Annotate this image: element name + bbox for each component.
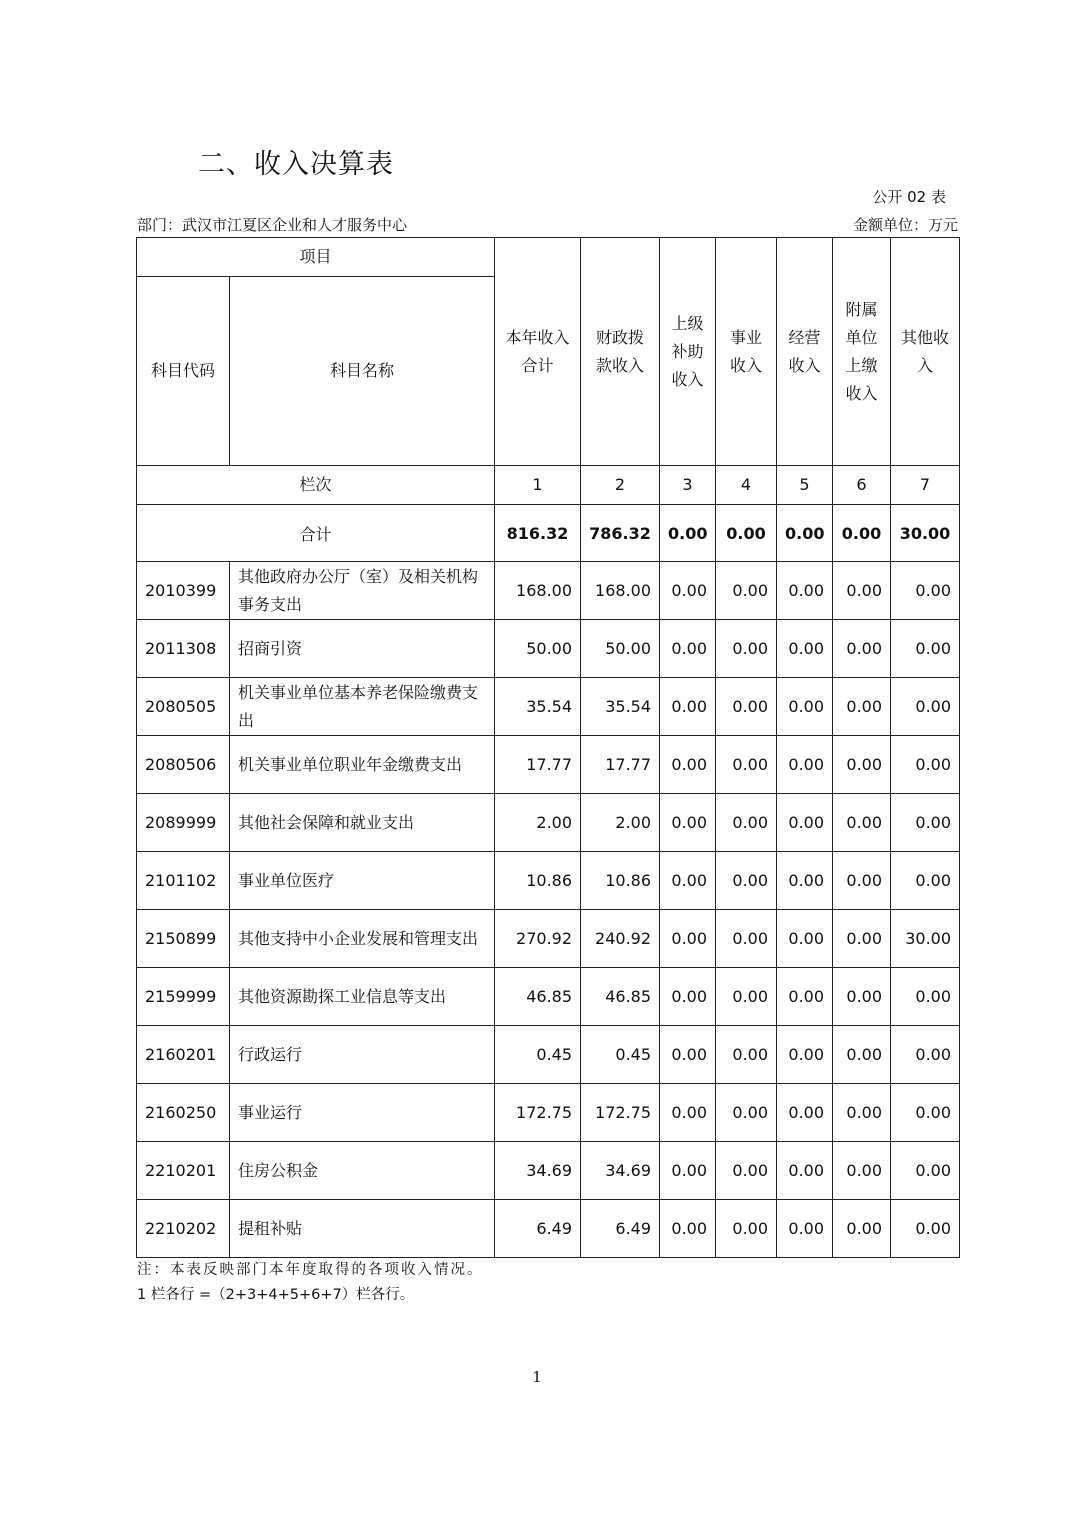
amount-cell: 50.00 [495, 620, 581, 678]
amount-cell: 0.00 [716, 852, 777, 910]
subject-code: 2160250 [137, 1084, 230, 1142]
page-title: 二、收入决算表 [198, 149, 394, 180]
amount-cell: 34.69 [495, 1142, 581, 1200]
amount-cell: 0.00 [891, 1200, 960, 1258]
amount-cell: 0.00 [833, 620, 891, 678]
amount-cell: 0.00 [716, 562, 777, 620]
column-index: 2 [581, 466, 660, 505]
amount-cell: 0.00 [716, 794, 777, 852]
amount-cell: 0.00 [716, 1084, 777, 1142]
amount-cell: 0.00 [777, 562, 833, 620]
header-col-5: 经营收入 [777, 238, 833, 466]
amount-cell: 0.00 [716, 620, 777, 678]
amount-cell: 10.86 [581, 852, 660, 910]
amount-cell: 0.00 [833, 968, 891, 1026]
amount-cell: 0.00 [833, 852, 891, 910]
amount-cell: 0.00 [833, 1200, 891, 1258]
amount-cell: 168.00 [581, 562, 660, 620]
table-row [137, 562, 960, 620]
table-row [137, 1142, 960, 1200]
amount-cell: 0.00 [777, 1084, 833, 1142]
subject-name: 机关事业单位职业年金缴费支出 [230, 736, 495, 794]
amount-cell: 0.00 [891, 562, 960, 620]
amount-cell: 0.00 [833, 910, 891, 968]
amount-cell: 0.45 [581, 1026, 660, 1084]
subject-code: 2210201 [137, 1142, 230, 1200]
department-label: 部门：武汉市江夏区企业和人才服务中心 [137, 216, 408, 234]
amount-cell: 0.00 [660, 678, 716, 736]
total-value: 786.32 [581, 505, 660, 562]
header-name: 科目名称 [230, 277, 495, 466]
amount-cell: 0.00 [891, 1026, 960, 1084]
note-line-2: 1 栏各行 =（2+3+4+5+6+7）栏各行。 [137, 1287, 415, 1303]
amount-cell: 0.00 [833, 1142, 891, 1200]
subject-code: 2160201 [137, 1026, 230, 1084]
column-index: 5 [777, 466, 833, 505]
total-value: 0.00 [777, 505, 833, 562]
header-col-6: 附属单位上缴收入 [833, 238, 891, 466]
total-value: 0.00 [833, 505, 891, 562]
amount-cell: 168.00 [495, 562, 581, 620]
total-value: 816.32 [495, 505, 581, 562]
column-index: 4 [716, 466, 777, 505]
amount-cell: 0.00 [716, 910, 777, 968]
amount-cell: 6.49 [581, 1200, 660, 1258]
subject-name: 事业单位医疗 [230, 852, 495, 910]
amount-cell: 0.00 [777, 794, 833, 852]
amount-cell: 6.49 [495, 1200, 581, 1258]
amount-cell: 0.00 [777, 678, 833, 736]
amount-cell: 0.00 [777, 852, 833, 910]
amount-unit-label: 金额单位：万元 [852, 216, 958, 234]
amount-cell: 0.00 [777, 1026, 833, 1084]
amount-cell: 0.00 [660, 794, 716, 852]
amount-cell: 240.92 [581, 910, 660, 968]
amount-cell: 0.00 [777, 968, 833, 1026]
amount-cell: 2.00 [495, 794, 581, 852]
subject-name: 其他社会保障和就业支出 [230, 794, 495, 852]
subject-code: 2011308 [137, 620, 230, 678]
subject-code: 2010399 [137, 562, 230, 620]
subject-name: 事业运行 [230, 1084, 495, 1142]
amount-cell: 0.00 [777, 736, 833, 794]
amount-cell: 0.45 [495, 1026, 581, 1084]
subject-code: 2150899 [137, 910, 230, 968]
amount-cell: 0.00 [716, 1026, 777, 1084]
subject-name: 行政运行 [230, 1026, 495, 1084]
amount-cell: 34.69 [581, 1142, 660, 1200]
amount-cell: 0.00 [891, 620, 960, 678]
amount-cell: 17.77 [495, 736, 581, 794]
subject-code: 2101102 [137, 852, 230, 910]
table-row [137, 620, 960, 678]
amount-cell: 0.00 [716, 1142, 777, 1200]
amount-cell: 46.85 [581, 968, 660, 1026]
amount-cell: 0.00 [891, 1084, 960, 1142]
header-col-4: 事业收入 [716, 238, 777, 466]
subject-name: 其他政府办公厅（室）及相关机构事务支出 [230, 562, 495, 620]
amount-cell: 0.00 [833, 736, 891, 794]
amount-cell: 46.85 [495, 968, 581, 1026]
amount-cell: 172.75 [581, 1084, 660, 1142]
amount-cell: 270.92 [495, 910, 581, 968]
amount-cell: 10.86 [495, 852, 581, 910]
table-row [137, 1026, 960, 1084]
subject-name: 招商引资 [230, 620, 495, 678]
amount-cell: 0.00 [716, 1200, 777, 1258]
total-row [137, 505, 960, 562]
amount-cell: 0.00 [660, 910, 716, 968]
income-table [136, 237, 960, 1258]
subject-name: 机关事业单位基本养老保险缴费支出 [230, 678, 495, 736]
column-index: 3 [660, 466, 716, 505]
amount-cell: 0.00 [660, 1200, 716, 1258]
amount-cell: 0.00 [660, 736, 716, 794]
page-number: 1 [532, 1368, 542, 1386]
subject-name: 住房公积金 [230, 1142, 495, 1200]
subject-name: 其他支持中小企业发展和管理支出 [230, 910, 495, 968]
table-row [137, 1200, 960, 1258]
subject-code: 2080505 [137, 678, 230, 736]
amount-cell: 0.00 [777, 620, 833, 678]
total-value: 0.00 [660, 505, 716, 562]
amount-cell: 2.00 [581, 794, 660, 852]
amount-cell: 17.77 [581, 736, 660, 794]
total-value: 30.00 [891, 505, 960, 562]
subject-code: 2210202 [137, 1200, 230, 1258]
header-col-7: 其他收入 [891, 238, 960, 466]
total-label: 合计 [137, 505, 495, 562]
subject-code: 2080506 [137, 736, 230, 794]
table-row [137, 968, 960, 1026]
amount-cell: 0.00 [891, 852, 960, 910]
amount-cell: 0.00 [660, 1084, 716, 1142]
column-index: 1 [495, 466, 581, 505]
amount-cell: 0.00 [833, 562, 891, 620]
amount-cell: 0.00 [660, 562, 716, 620]
amount-cell: 172.75 [495, 1084, 581, 1142]
header-item: 项目 [137, 238, 495, 277]
table-row [137, 1084, 960, 1142]
subject-code: 2159999 [137, 968, 230, 1026]
amount-cell: 0.00 [777, 910, 833, 968]
form-number: 公开 02 表 [872, 188, 946, 206]
amount-cell: 35.54 [581, 678, 660, 736]
header-col-1: 本年收入合计 [495, 238, 581, 466]
amount-cell: 0.00 [833, 678, 891, 736]
column-index: 6 [833, 466, 891, 505]
subject-name: 提租补贴 [230, 1200, 495, 1258]
column-index-label: 栏次 [137, 466, 495, 505]
amount-cell: 0.00 [891, 678, 960, 736]
subject-code: 2089999 [137, 794, 230, 852]
amount-cell: 0.00 [833, 1026, 891, 1084]
column-index: 7 [891, 466, 960, 505]
amount-cell: 0.00 [891, 794, 960, 852]
header-col-3: 上级补助收入 [660, 238, 716, 466]
amount-cell: 0.00 [716, 678, 777, 736]
amount-cell: 0.00 [891, 736, 960, 794]
table-row [137, 794, 960, 852]
amount-cell: 0.00 [833, 1084, 891, 1142]
amount-cell: 0.00 [716, 736, 777, 794]
table-row [137, 678, 960, 736]
amount-cell: 0.00 [891, 968, 960, 1026]
amount-cell: 0.00 [660, 968, 716, 1026]
note-line-1: 注：本表反映部门本年度取得的各项收入情况。 [137, 1262, 484, 1278]
amount-cell: 0.00 [660, 1142, 716, 1200]
table-row [137, 910, 960, 968]
table-row [137, 736, 960, 794]
amount-cell: 0.00 [891, 1142, 960, 1200]
amount-cell: 0.00 [716, 968, 777, 1026]
amount-cell: 30.00 [891, 910, 960, 968]
header-col-2: 财政拨款收入 [581, 238, 660, 466]
amount-cell: 50.00 [581, 620, 660, 678]
amount-cell: 0.00 [660, 620, 716, 678]
header-code: 科目代码 [137, 277, 230, 466]
subject-name: 其他资源勘探工业信息等支出 [230, 968, 495, 1026]
amount-cell: 0.00 [777, 1200, 833, 1258]
amount-cell: 0.00 [833, 794, 891, 852]
amount-cell: 35.54 [495, 678, 581, 736]
total-value: 0.00 [716, 505, 777, 562]
table-row [137, 852, 960, 910]
amount-cell: 0.00 [660, 852, 716, 910]
amount-cell: 0.00 [777, 1142, 833, 1200]
amount-cell: 0.00 [660, 1026, 716, 1084]
